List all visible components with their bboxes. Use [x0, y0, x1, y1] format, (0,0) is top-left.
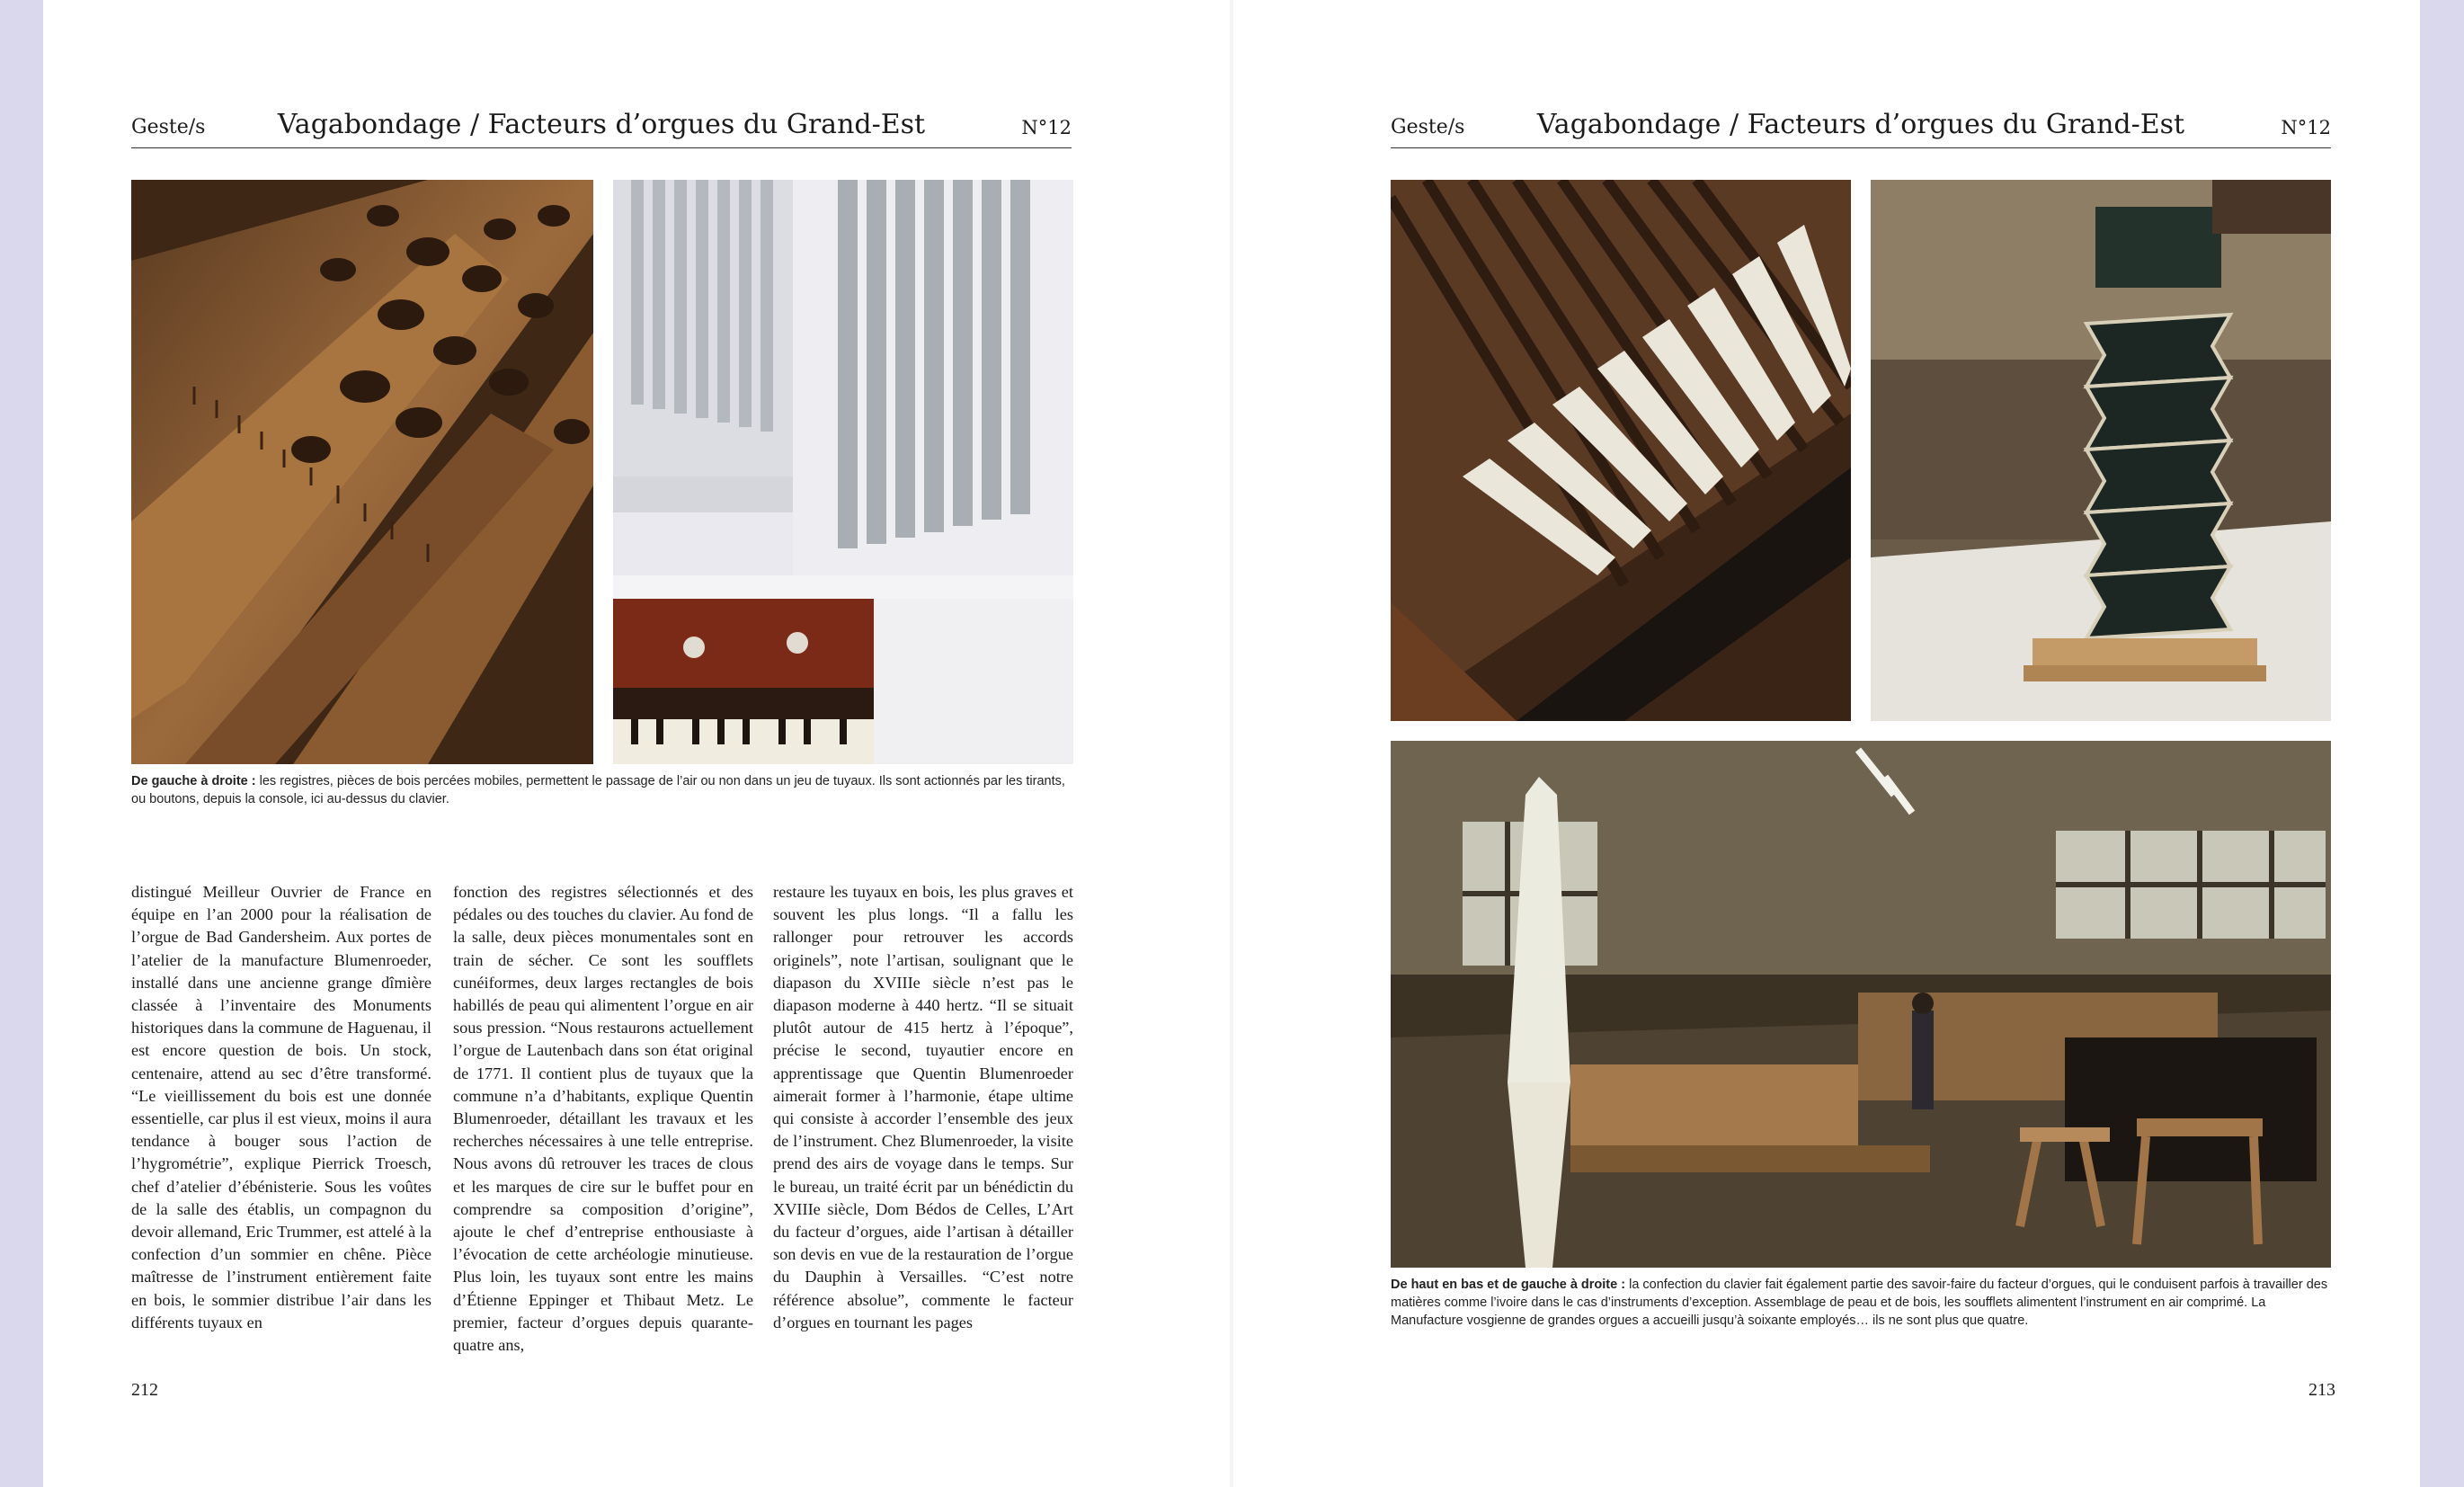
caption-text: les registres, pièces de bois percées mobiles, permettent le passage de l’air ou non dans un jeu de tuyaux. Ils sont actionnés par les tirants, ou boutons, depuis la console, ici au-dessus du clavier.	[131, 774, 1065, 806]
issue-number: N°12	[2281, 117, 2331, 138]
running-title: Vagabondage / Facteurs d’orgues du Grand-Est	[277, 109, 926, 140]
caption-text: la confection du clavier fait également partie des savoir-faire du facteur d’orgues, qui le conduisent parfois à travailler des matières comme l’ivoire dans le cas d’instruments d’exception. Assemblage de peau et de bois, les soufflets alimentent l’instrument en air comprimé. La Manufacture vosgienne de grandes orgues a accueilli jusqu’à soixante employés… ils ne sont plus que quatre.	[1391, 1278, 2328, 1328]
body-column-1: distingué Meilleur Ouvrier de France en équipe en l’an 2000 pour la réalisation de l’orgue de Bad Gandersheim. Aux portes de l’atelier de la manufacture Blumenroeder, installé dans une ancienne grange dîmière classée à l’inventaire des Monuments historiques dans la commune de Haguenau, il est encore question de bois. Un stock, centenaire, attend au sec d’être transformé. “Le vieillissement du bois est une donnée essentielle, car plus il est vieux, moins il aura tendance à bouger sous l’action de l’hygrométrie”, explique Pierrick Troesch, chef d’atelier d’ébénisterie. Sous les voûtes de la salle des établis, un compagnon du devoir allemand, Eric Trummer, est attelé à la confection d’un sommier en chêne. Pièce maîtresse de l’instrument entièrement faite en bois, le sommier distribue l’air dans les différents tuyaux en	[131, 883, 431, 1331]
caption-label: De haut en bas et de gauche à droite :	[1391, 1278, 1626, 1292]
section-label: Geste/s	[1391, 116, 1465, 138]
page-number-right: 213	[2308, 1380, 2335, 1400]
left-running-header	[131, 104, 1072, 148]
spine-gutter	[1230, 0, 1233, 1487]
body-column-2: fonction des registres sélectionnés et des pédales ou des touches du clavier. Au fond de la salle, deux pièces monumentales sont en train de sécher. Ce sont les soufflets cunéiformes, deux larges rectangles de bois habillés de peau qui alimentent l’orgue en air sous pression. “Nous restaurons actuellement l’orgue de Lautenbach dans son état original de 1771. Il contient plus de tuyaux que la commune n’a d’habitants, explique Quentin Blumenroeder, détaillant les travaux et les recherches nécessaires à une telle entreprise. Nous avons dû retrouver les traces de clous et les marques de cire sur le buffet pour en comprendre sa composition d’origine”, ajoute le chef d’entreprise enthousiaste à l’évocation de cette archéologie minutieuse. Plus loin, les tuyaux sont entre les mains d’Étienne Eppinger et Thibaut Metz. Le premier, facteur d’orgues depuis quarante-quatre ans,	[453, 883, 753, 1355]
section-label: Geste/s	[131, 116, 206, 138]
photo-bellows	[1871, 180, 2331, 721]
page-number-left: 212	[131, 1380, 158, 1400]
caption-label: De gauche à droite :	[131, 774, 256, 788]
right-running-header	[1391, 104, 2331, 148]
issue-number: N°12	[1021, 117, 1072, 138]
photo-wooden-registers	[131, 180, 593, 764]
body-column-3: restaure les tuyaux en bois, les plus graves et souvent les plus longs. “Il a fallu les rallonger pour retrouver les accords originels”, note l’artisan, soulignant que le diapason du XVIIIe siècle n’est pas le diapason moderne à 440 hertz. “Il se situait plutôt autour de 415 hertz à l’époque”, précise le second, tuyautier encore en apprentissage que Quentin Blumenroeder aimerait former à l’harmonie, étape ultime qui consiste à accorder l’ensemble des jeux de l’instrument. Chez Blumenroeder, la visite prend des airs de voyage dans le temps. Sur le bureau, un traité écrit par un bénédictin du XVIIIe siècle, Dom Bédos de Celles, L’Art du facteur d’orgues, aide l’artisan à détailler son devis en vue de la restauration de l’orgue du Dauphin à Versailles. “C’est notre référence absolue”, commente le facteur d’orgues en tournant les pages	[773, 883, 1073, 1331]
photo-workshop	[1391, 741, 2331, 1268]
right-photo-caption	[1391, 1276, 2335, 1330]
photo-organ-pipes-console	[613, 180, 1073, 764]
photo-keyboard-keys	[1391, 180, 1851, 721]
left-photo-caption	[131, 772, 1075, 808]
running-title: Vagabondage / Facteurs d’orgues du Grand-Est	[1536, 109, 2185, 140]
